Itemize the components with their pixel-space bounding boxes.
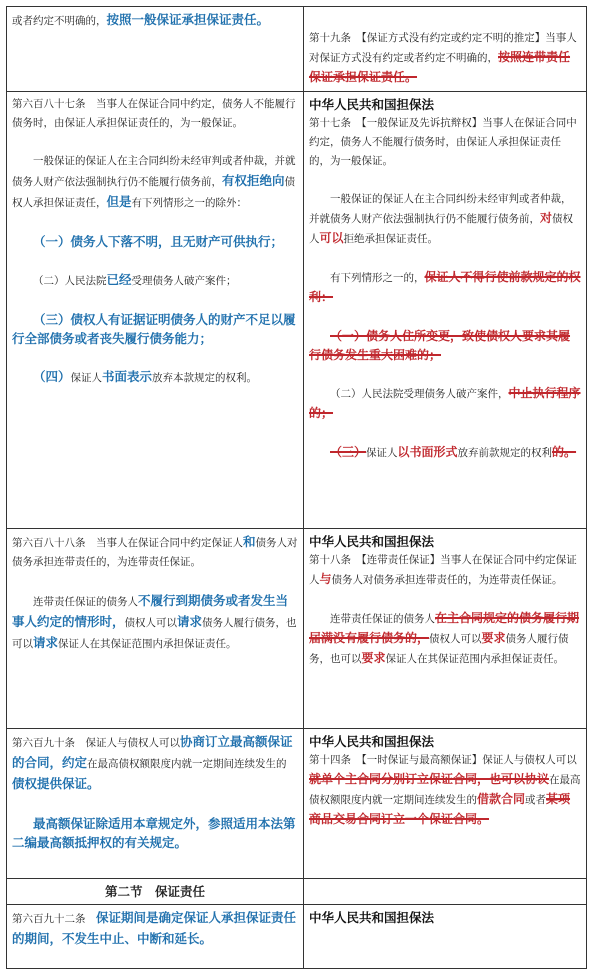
article-text: （二）人民法院受理债务人破产案件，中止执行程序的； [309,386,581,420]
article-text: （四）保证人书面表示放弃本款规定的权利。 [33,369,258,384]
civil-code-cell [7,92,304,529]
article-text: （三）债权人有证据证明债务人的财产不足以履行全部债务或者丧失履行债务能力； [12,312,296,346]
article-text: （一）债务人住所变更，致使债权人要求其履行债务发生重大困难的； [309,329,571,362]
article-text: 最高额保证除适用本章规定外，参照适用本法第二编最高额抵押权的有关规定。 [12,816,296,850]
article-text: （三）保证人以书面形式放弃前款规定的权利的。 [330,445,577,459]
article-text: 连带责任保证的债务人不履行到期债务或者发生当事人约定的情形时，债权人可以请求债务人履行债务，也可以请求保证人在其保证范围内承担保证责任。 [12,593,297,650]
table-row [7,729,587,879]
article-text: 一般保证的保证人在主合同纠纷未经审判或者仲裁，并就债务人财产依法强制执行仍不能履行债务前，有权拒绝向债权人承担保证责任，但是有下列情形之一的除外： [12,155,296,209]
article-text: 第六百八十七条 当事人在保证合同中约定，债务人不能履行债务时，由保证人承担保证责任的，为一般保证。 [12,98,296,129]
article-text: 第六百八十八条 当事人在保证合同中约定保证人和债务人对债务承担连带责任的，为连带责任保证。 [12,534,298,568]
civil-code-cell [7,905,304,969]
article-text: 有下列情形之一的，保证人不得行使前款规定的权利： [309,270,581,304]
guarantee-law-cell [304,92,587,529]
article-text: 第六百九十二条 保证期间是确定保证人承担保证责任的期间，不发生中止、中断和延长。 [12,910,297,946]
law-comparison-table [6,6,587,969]
table-row [7,7,587,92]
table-row [7,905,587,969]
article-text: 第六百九十条 保证人与债权人可以协商订立最高额保证的合同，约定在最高债权额限度内就一定期间连续发生的债权提供保证。 [12,734,293,791]
table-row [7,529,587,729]
article-text: 第十四条 【一时保证与最高额保证】保证人与债权人可以就单个主合同分别订立保证合同，也可以协议在最高债权额限度内就一定期间连续发生的借款合同或者某项商品交易合同订立一个保证合同。 [309,754,581,826]
article-text: 或者约定不明确的，按照一般保证承担保证责任。 [12,12,270,27]
article-text: （一）债务人下落不明，且无财产可供执行； [33,234,284,249]
article-text: 连带责任保证的债务人在主合同规定的债务履行期届满没有履行债务的，债权人可以要求债务人履行债务，也可以要求保证人在其保证范围内承担保证责任。 [309,611,580,665]
guarantee-law-cell [304,529,587,729]
article-text: 第十七条 【一般保证及先诉抗辩权】当事人在保证合同中约定，债务人不能履行债务时，由保证人承担保证责任的，为一般保证。 [309,117,577,167]
table-row [7,879,587,905]
guarantee-law-cell [304,729,587,879]
civil-code-cell [7,529,304,729]
law-title: 中华人民共和国担保法 [309,910,435,925]
article-text: （二）人民法院已经受理债务人破产案件； [33,272,237,287]
empty-cell [304,879,587,905]
law-title: 中华人民共和国担保法 [309,734,435,749]
law-title: 中华人民共和国担保法 [309,97,435,112]
table-row [7,92,587,529]
article-text: 第十八条 【连带责任保证】当事人在保证合同中约定保证人与债务人对债务承担连带责任的，为连带责任保证。 [309,554,577,586]
law-title: 中华人民共和国担保法 [309,534,435,549]
section-heading: 第二节 保证责任 [7,879,304,905]
article-text: 第十九条 【保证方式没有约定或约定不明的推定】当事人对保证方式没有约定或者约定不明确的，按照连带责任保证承担保证责任。 [309,32,577,84]
guarantee-law-cell [304,905,587,969]
civil-code-cell [7,729,304,879]
guarantee-law-cell [304,7,587,92]
civil-code-cell [7,7,304,92]
article-text: 一般保证的保证人在主合同纠纷未经审判或者仲裁，并就债务人财产依法强制执行仍不能履行债务前，对债权人可以拒绝承担保证责任。 [309,193,574,245]
